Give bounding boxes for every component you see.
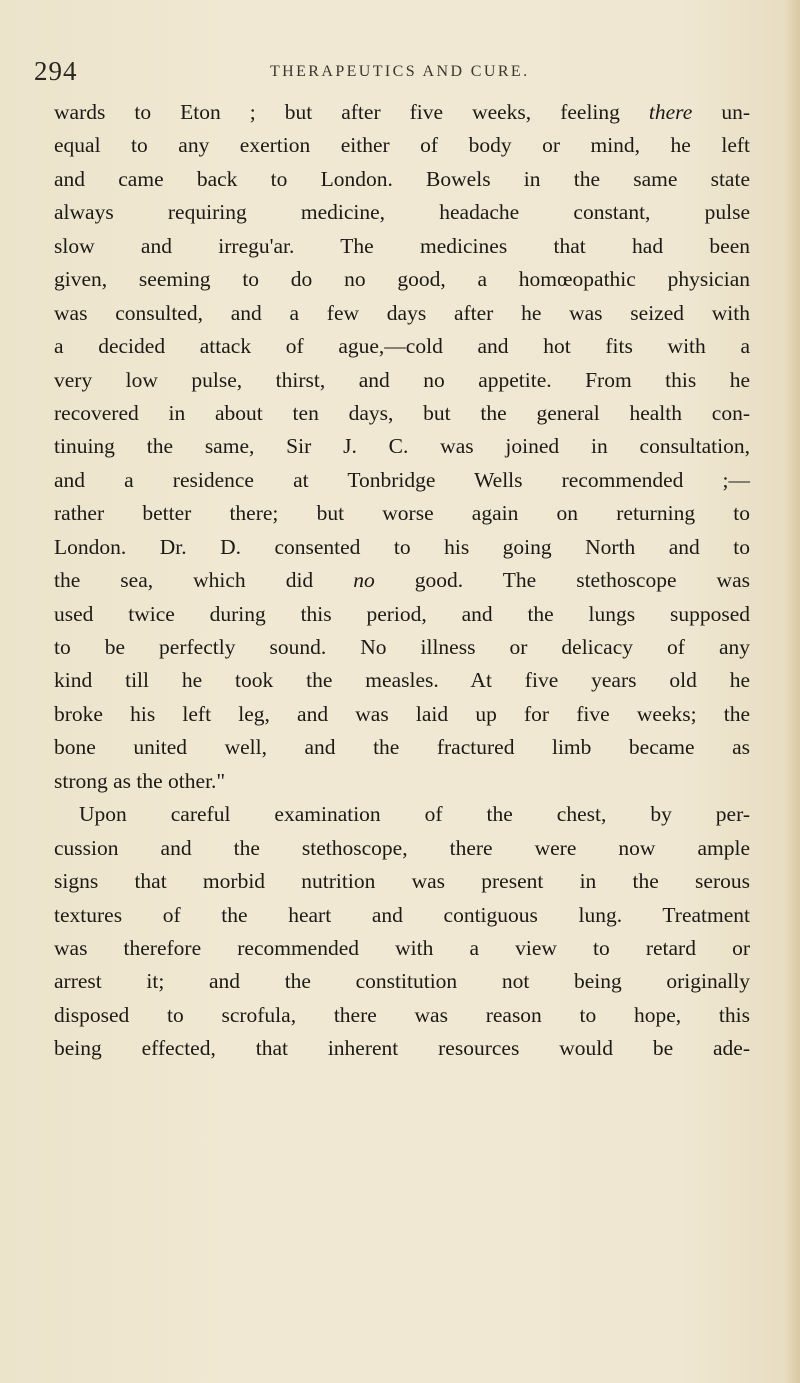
text-line: being effected, that inherent resources would be ade- [54,1036,750,1061]
text-line: and a residence at Tonbridge Wells recommended ;— [54,467,750,492]
text-line: textures of the heart and contiguous lung. Treatment [54,902,750,927]
text-line: and came back to London. Bowels in the same state [54,166,750,191]
text-line: to be perfectly sound. No illness or delicacy of any [54,635,750,659]
text-line: equal to any exertion either of body or mind, he left [54,133,750,158]
running-title: THERAPEUTICS AND CURE. [270,63,530,80]
text-line: bone united well, and the fractured limb became as [54,735,750,760]
text-line: tinuing the same, Sir J. C. was joined in consultation, [54,434,750,459]
text-line: kind till he took the measles. At five years old he [54,668,750,693]
text-line: signs that morbid nutrition was present in the serous [54,869,750,894]
text-line: slow and irregu'ar. The medicines that had been [54,233,750,258]
text-line: London. Dr. D. consented to his going North and to [54,534,750,559]
text-line: was consulted, and a few days after he was seized with [54,300,750,325]
text-line-paragraph-end: strong as the other." [54,768,226,793]
text-line: cussion and the stethoscope, there were now ample [54,835,750,860]
text-line-paragraph-start: Upon careful examination of the chest, by per- [79,802,750,827]
text-line: wards to Eton ; but after five weeks, feeling there un- [54,100,750,124]
emphasis-no: no [353,568,375,593]
page-edge-shadow [784,0,800,1383]
text-line: the sea, which did no good. The stethoscope was [54,568,750,593]
text-line: always requiring medicine, headache constant, pulse [54,200,750,225]
emphasis-there: there [648,100,693,124]
text-line: disposed to scrofula, there was reason to hope, this [54,1002,750,1027]
text-line: rather better there; but worse again on returning to [54,501,750,526]
running-head [34,56,774,92]
body-text [54,96,750,1066]
text-line: broke his left leg, and was laid up for five weeks; the [54,701,750,726]
text-line: very low pulse, thirst, and no appetite. From this he [54,367,750,392]
text-line: arrest it; and the constitution not being originally [54,969,750,994]
text-line: a decided attack of ague,—cold and hot fits with a [54,334,750,359]
text-line: used twice during this period, and the lungs supposed [54,601,750,626]
text-line: given, seeming to do no good, a homœopathic physician [54,267,750,292]
text-line: was therefore recommended with a view to retard or [54,935,750,960]
page-number: 294 [34,56,78,86]
text-line: recovered in about ten days, but the general health con- [54,400,750,425]
